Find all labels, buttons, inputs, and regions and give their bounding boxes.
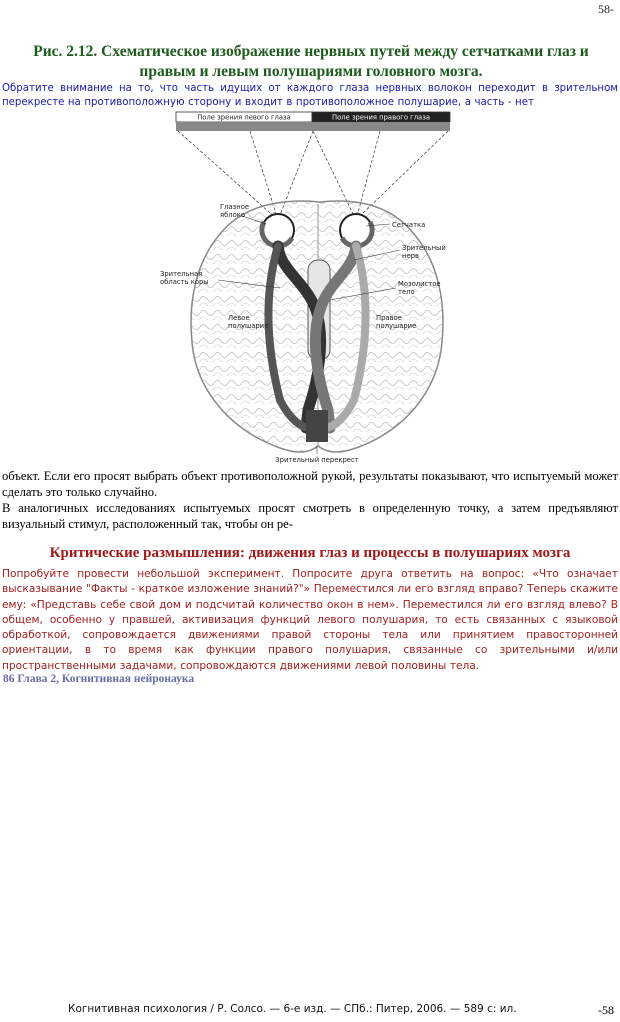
field-shading: [176, 122, 450, 131]
optic-chiasm-label: Зрительный перекрест: [275, 456, 359, 464]
visual-cortex-label-1: Зрительная: [160, 270, 203, 278]
footer-citation: Когнитивная психология / Р. Солсо. — 6-е изд. — СПб.: Питер, 2006. — 589 с: ил.: [68, 1003, 517, 1015]
right-hemisphere-label-2: полушарие: [376, 322, 417, 330]
body-paragraph-2: В аналогичных исследованиях испытуемых просят смотреть в определенную точку, а затем предъявляют визуальный стимул, расположенный так, чтобы он ре-: [2, 501, 618, 531]
eyeball-label-1: Глазное: [220, 203, 250, 211]
right-hemisphere-label-1: Правое: [376, 314, 402, 322]
visual-cortex-label-2: область коры: [160, 278, 209, 286]
page-number-bottom: -58: [598, 1003, 614, 1017]
right-field-label: Поле зрения правого глаза: [331, 113, 431, 122]
critical-thinking-text: Попробуйте провести небольшой эксперимент. Попросите друга ответить на вопрос: «Что означает высказывание "Факты - краткое изложение знаний?"» Переместился ли его взгляд вправо? Теперь скажите ему: «Представь себе свой дом и подсчитай количество окон в нем». Переместился ли его взгляд влево? В общем, особенно у правшей, активизация функций левого полушария, то есть связанных с языковой обработкой, сопровождается движениями правой стороны тела или принятием правосторонней ориентации, в то время как функции правого полушария, связанные со зрительными и/или пространственными задачами, сопровождаются движениями левой половины тела.: [2, 568, 618, 672]
left-field-label: Поле зрения левого глаза: [197, 113, 291, 122]
corpus-label-2: тело: [398, 288, 415, 296]
figure-caption: Обратите внимание на то, что часть идущих от каждого глаза нервных волокон переходит в зрительном перекресте на противоположную сторону и входит в противоположное полушарие, а часть - нет: [2, 83, 618, 108]
eyeball-label-2: яблоко: [220, 211, 246, 219]
body-paragraph-1: объект. Если его просят выбрать объект противоположной рукой, результаты показывают, что испытуемый может сделать это только случайно.: [2, 469, 618, 499]
brain-diagram: [130, 110, 500, 468]
critical-thinking-heading: Критические размышления: движения глаз и процессы в полушариях мозга: [49, 545, 571, 561]
page-number-top: 58-: [598, 2, 614, 16]
optic-nerve-label-1: Зрительный: [402, 244, 446, 252]
figure-title-line1: Рис. 2.12. Схематическое изображение нервных путей между сетчатками глаз и: [33, 43, 589, 60]
chapter-reference: 86 Глава 2, Когнитивная нейронаука: [3, 673, 195, 685]
retina-label: Сетчатка: [392, 221, 426, 229]
figure-title-line2: правым и левым полушариями головного мозга.: [139, 63, 483, 80]
optic-nerve-label-2: нерв: [402, 252, 419, 260]
left-hemisphere-label-1: Левое: [228, 314, 250, 322]
left-hemisphere-label-2: полушарие: [228, 322, 269, 330]
optic-chiasm: [306, 410, 328, 442]
brain-visual-pathways-figure: [130, 110, 500, 468]
figure-title: [20, 42, 602, 82]
corpus-label-1: Мозолистое: [398, 280, 441, 288]
